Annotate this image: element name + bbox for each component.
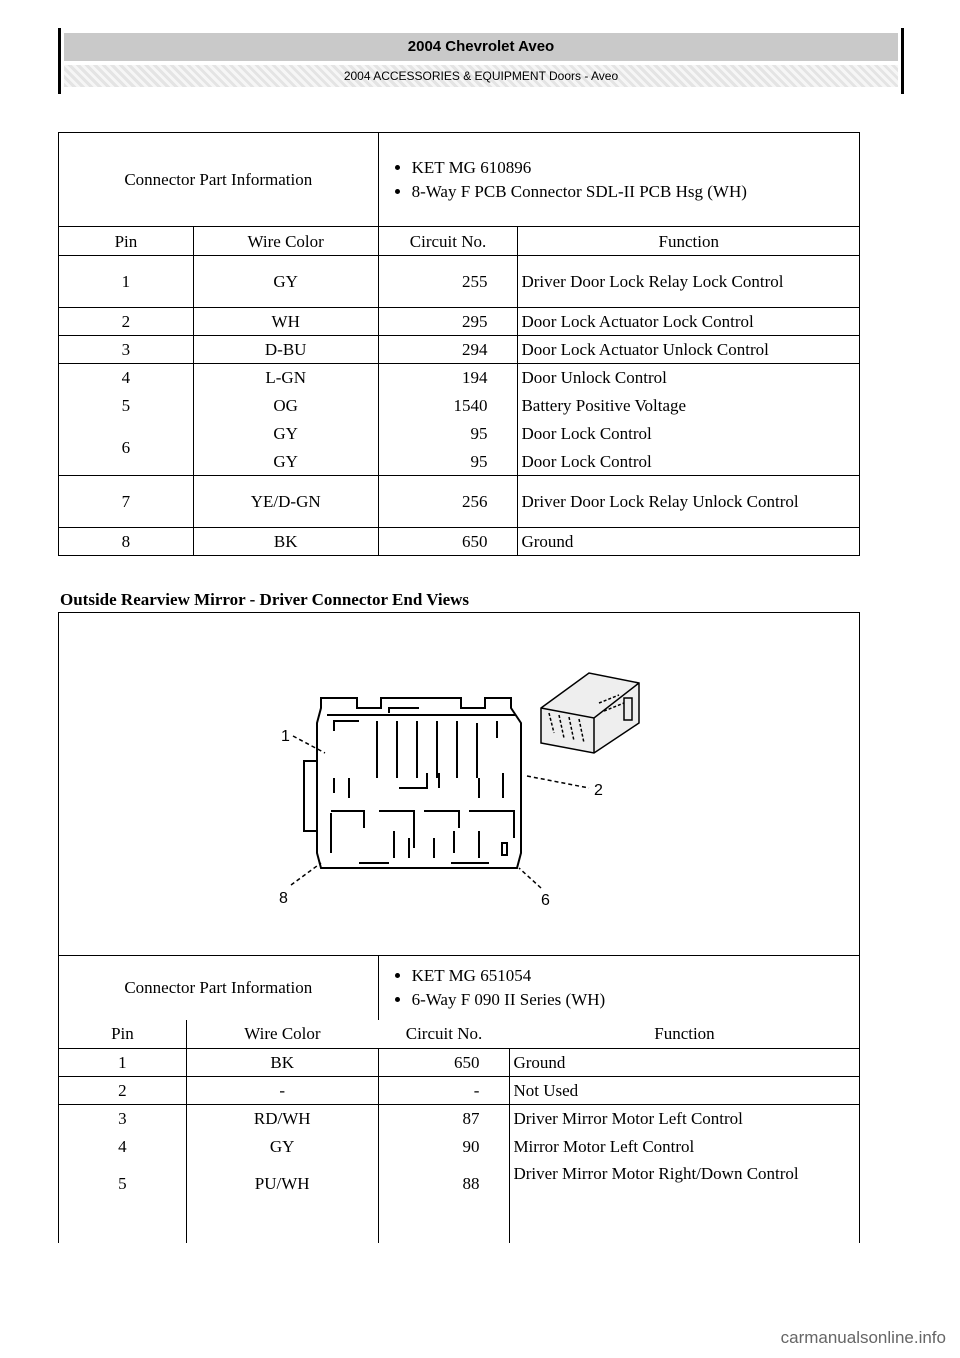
function-cell: Door Lock Actuator Unlock Control xyxy=(518,336,860,364)
function-cell: Ground xyxy=(518,528,860,556)
table-row xyxy=(59,336,860,364)
table-row xyxy=(59,1133,860,1161)
circuit-cell: 650 xyxy=(378,528,518,556)
circuit-cell: 1540 xyxy=(378,392,518,420)
table-row xyxy=(59,1105,860,1133)
table-row xyxy=(59,364,860,392)
table-row xyxy=(59,256,860,308)
column-header-function: Function xyxy=(518,227,860,256)
pin-cell: 1 xyxy=(59,256,194,308)
function-cell: Door Lock Actuator Lock Control xyxy=(518,308,860,336)
wire-color-cell: PU/WH xyxy=(186,1161,378,1243)
circuit-cell: 95 xyxy=(378,448,518,476)
circuit-cell: 294 xyxy=(378,336,518,364)
connector-end-view-diagram xyxy=(59,613,861,956)
function-cell: Mirror Motor Left Control xyxy=(510,1133,860,1161)
function-cell: Driver Door Lock Relay Lock Control xyxy=(518,256,860,308)
column-header-circuit: Circuit No. xyxy=(378,227,518,256)
column-header-wire-color: Wire Color xyxy=(186,1020,378,1049)
connector-diagram-box xyxy=(58,612,860,955)
circuit-cell: 194 xyxy=(378,364,518,392)
connector-description: • 8-Way F PCB Connector SDL-II PCB Hsg (WH) xyxy=(412,180,856,204)
circuit-cell: 650 xyxy=(378,1049,510,1077)
connector-table-door xyxy=(58,132,860,556)
connector-part-info xyxy=(378,133,859,227)
circuit-cell: 295 xyxy=(378,308,518,336)
connector-part-info-label: Connector Part Information xyxy=(59,956,379,1020)
column-header-pin: Pin xyxy=(59,1020,187,1049)
wire-color-cell: BK xyxy=(193,528,378,556)
pin-cell: 4 xyxy=(59,364,194,392)
function-cell: Not Used xyxy=(510,1077,860,1105)
wire-color-cell: D-BU xyxy=(193,336,378,364)
pin-cell: 3 xyxy=(59,336,194,364)
connector-part-info-label: Connector Part Information xyxy=(59,133,379,227)
pin-label-1: 1 xyxy=(281,728,290,745)
pin-label-8: 8 xyxy=(279,890,288,907)
column-header-function: Function xyxy=(510,1020,860,1049)
table-row xyxy=(59,420,860,448)
pin-cell: 2 xyxy=(59,1077,187,1105)
circuit-cell: 88 xyxy=(378,1161,510,1243)
function-cell: Door Unlock Control xyxy=(518,364,860,392)
wire-color-cell: L-GN xyxy=(193,364,378,392)
table-row xyxy=(59,528,860,556)
table-row xyxy=(59,1049,860,1077)
circuit-cell: 256 xyxy=(378,476,518,528)
wire-color-cell: GY xyxy=(193,420,378,448)
connector-part-info xyxy=(378,956,859,1020)
part-number: • KET MG 610896 xyxy=(412,156,856,180)
header-right-rule xyxy=(901,28,904,94)
pin-label-6: 6 xyxy=(541,892,550,909)
pin-cell: 3 xyxy=(59,1105,187,1133)
section-caption: Outside Rearview Mirror - Driver Connector End Views xyxy=(60,590,470,609)
column-header-pin: Pin xyxy=(59,227,194,256)
circuit-cell: 87 xyxy=(378,1105,510,1133)
table-row xyxy=(59,308,860,336)
function-cell: Door Lock Control xyxy=(518,420,860,448)
pin-label-2: 2 xyxy=(594,782,603,799)
wire-color-cell: - xyxy=(186,1077,378,1105)
wire-color-cell: OG xyxy=(193,392,378,420)
pin-cell: 2 xyxy=(59,308,194,336)
circuit-cell: 255 xyxy=(378,256,518,308)
function-cell: Battery Positive Voltage xyxy=(518,392,860,420)
pin-cell: 5 xyxy=(59,392,194,420)
document-subtitle: 2004 ACCESSORIES & EQUIPMENT Doors - Aveo xyxy=(64,65,898,87)
connector-iso-view xyxy=(541,673,639,753)
table-row xyxy=(59,476,860,528)
wire-color-cell: GY xyxy=(186,1133,378,1161)
document-header xyxy=(58,28,904,94)
table-row xyxy=(59,392,860,420)
connector-body xyxy=(304,698,521,868)
table-row xyxy=(59,1161,860,1243)
circuit-cell: 95 xyxy=(378,420,518,448)
header-left-rule xyxy=(58,28,61,94)
pin-cell: 1 xyxy=(59,1049,187,1077)
wire-color-cell: GY xyxy=(193,448,378,476)
column-header-circuit: Circuit No. xyxy=(378,1020,510,1049)
function-cell: Door Lock Control xyxy=(518,448,860,476)
wire-color-cell: YE/D-GN xyxy=(193,476,378,528)
function-cell: Driver Mirror Motor Left Control xyxy=(510,1105,860,1133)
connector-description: • 6-Way F 090 II Series (WH) xyxy=(412,988,856,1012)
document-title: 2004 Chevrolet Aveo xyxy=(64,33,898,61)
pin-cell: 5 xyxy=(59,1161,187,1243)
connector-table-mirror xyxy=(58,955,860,1243)
pin-labels xyxy=(279,728,603,909)
table-row xyxy=(59,1077,860,1105)
circuit-cell: 90 xyxy=(378,1133,510,1161)
pin-cell: 8 xyxy=(59,528,194,556)
pin-cell: 4 xyxy=(59,1133,187,1161)
function-cell: Driver Door Lock Relay Unlock Control xyxy=(518,476,860,528)
column-header-wire-color: Wire Color xyxy=(193,227,378,256)
circuit-cell: - xyxy=(378,1077,510,1105)
function-cell: Ground xyxy=(510,1049,860,1077)
pin-cell: 6 xyxy=(59,420,194,476)
wire-color-cell: WH xyxy=(193,308,378,336)
pin-cell: 7 xyxy=(59,476,194,528)
wire-color-cell: RD/WH xyxy=(186,1105,378,1133)
watermark: carmanualsonline.info xyxy=(780,1328,946,1347)
part-number: • KET MG 651054 xyxy=(412,964,856,988)
wire-color-cell: BK xyxy=(186,1049,378,1077)
wire-color-cell: GY xyxy=(193,256,378,308)
function-cell: Driver Mirror Motor Right/Down Control xyxy=(510,1161,860,1243)
